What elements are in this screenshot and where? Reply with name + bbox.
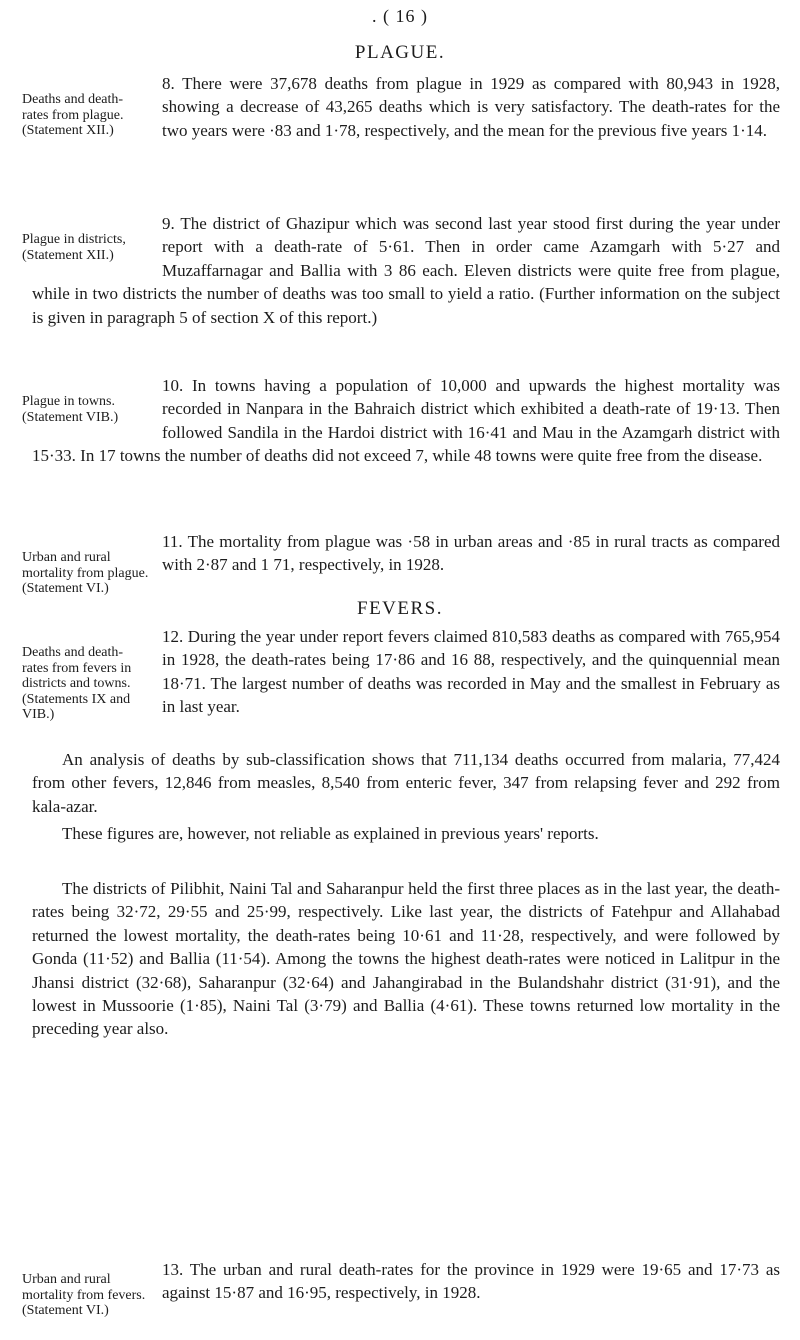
fevers-heading: FEVERS. [357,598,443,619]
paragraph-text: The districts of Pilibhit, Naini Tal and Saharanpur held the first three places as in the last year, the death-rates being 32·72, 29·55 and 25·99, respectively. Like last year, the districts of Fatehpur and Allahabad returned the lowest mortality, the death-rates being 10·61 and 11·28, respectively, and were followed by Gonda (11·52) and Ballia (11·54). Among the towns the highest death-rates were noticed in Lalitpur in the Jhansi district (32·68), Saharanpur (32·64) and Jahangirabad in the Bulandshahr district (31·91), and the lowest in Mussoorie (1·85), Naini Tal (3·79) and Ballia (4·61). These towns returned low mortality in the preceding year also. [32,879,780,1039]
paragraph-11 [22,530,780,597]
page-number: . ( 16 ) [372,6,428,26]
paragraph-text: The urban and rural death-rates for the province in 1929 were 19·65 and 17·73 as against 15·87 and 16·95, respectively, in 1928. [162,1260,781,1303]
side-note-line: Plague in districts, [22,232,126,247]
side-note-line: Deaths and death- [22,645,124,660]
paragraph-9 [22,212,780,329]
paragraph-number: 12. [162,627,188,646]
paragraph-text: An analysis of deaths by sub-classification shows that 711,134 deaths occurred from malaria, 77,424 from other fevers, 12,846 from measles, 8,540 from enteric fever, 347 from relapsing fever and 292 from kala-azar. [32,750,780,816]
paragraph-analysis [32,748,780,818]
paragraph-number: 11. [162,532,188,551]
side-note-line: (Statement VI.) [22,581,109,596]
side-note-line: Deaths and death- [22,92,124,107]
paragraph-text: These figures are, however, not reliable as explained in previous years' reports. [62,824,599,843]
paragraph-text: The district of Ghazipur which was second last year stood first during the year under report with a death-rate of 5·61. Then in order came Azamgarh with 5·27 and Muzaffarnagar and Ballia with 3 86 each. Eleven districts were quite free from plague, while in two districts the number of deaths was too small to yield a ratio. (Further information on the subject is given in paragraph 5 of section X of this report.) [32,214,780,327]
side-note-line: rates from fevers in [22,660,132,676]
side-note-line: Plague in towns. [22,394,115,409]
paragraph-8 [22,72,780,142]
side-note-8 [22,92,152,139]
side-note-9 [22,232,152,263]
paragraph-districts [32,877,780,1041]
paragraph-text: During the year under report fevers claimed 810,583 deaths as compared with 765,954 in 1928, the death-rates being 17·86 and 16 88, respectively, and the quinquennial mean 18·71. The largest number of deaths was recorded in May and the smallest in February as in last year. [162,627,781,717]
paragraph-number: 9. [162,214,181,233]
side-note-10 [22,394,152,425]
side-note-line: (Statements IX and [22,691,131,707]
paragraph-number: 8. [162,74,183,93]
side-note-line: (Statement XII.) [22,123,114,138]
side-note-11 [22,550,152,597]
side-note-line: rates from plague. [22,107,124,123]
side-note-line: (Statement XII.) [22,247,114,263]
side-note-12 [22,645,152,723]
paragraph-text: In towns having a population of 10,000 and upwards the highest mortality was recorded in Nanpara in the Bahraich district which exhibited a death-rate of 19·13. Then followed Sandila in the Hardoi district with 16·41 and Mau in the Azamgarh district with 15·33. In 17 towns the number of deaths did not exceed 7, while 48 towns were quite free from the disease. [32,376,780,466]
paragraph-13 [22,1258,781,1319]
side-note-13 [22,1272,152,1319]
side-note-line: Urban and rural [22,550,111,565]
paragraph-12 [22,625,781,723]
side-note-line: mortality from fevers. [22,1287,146,1303]
paragraph-number: 10. [162,376,192,395]
section-title: PLAGUE. [354,42,446,63]
side-note-line: VIB.) [22,707,55,722]
paragraph-10 [22,374,780,468]
paragraph-reliability [32,822,780,845]
side-note-line: (Statement VIB.) [22,409,119,425]
paragraph-number: 13. [162,1260,190,1279]
side-note-line: Urban and rural [22,1272,111,1287]
side-note-line: (Statement VI.) [22,1303,109,1318]
paragraph-text: There were 37,678 deaths from plague in 1929 as compared with 80,943 in 1928, showing a decrease of 43,265 deaths which is very satisfactory. The death-rates for the two years were ·83 and 1·78, respectively, and the mean for the previous five years 1·14. [162,74,780,140]
side-note-line: mortality from plague. [22,565,149,581]
paragraph-text: The mortality from plague was ·58 in urban areas and ·85 in rural tracts as compared with 2·87 and 1 71, respectively, in 1928. [162,532,780,575]
side-note-line: districts and towns. [22,676,131,691]
